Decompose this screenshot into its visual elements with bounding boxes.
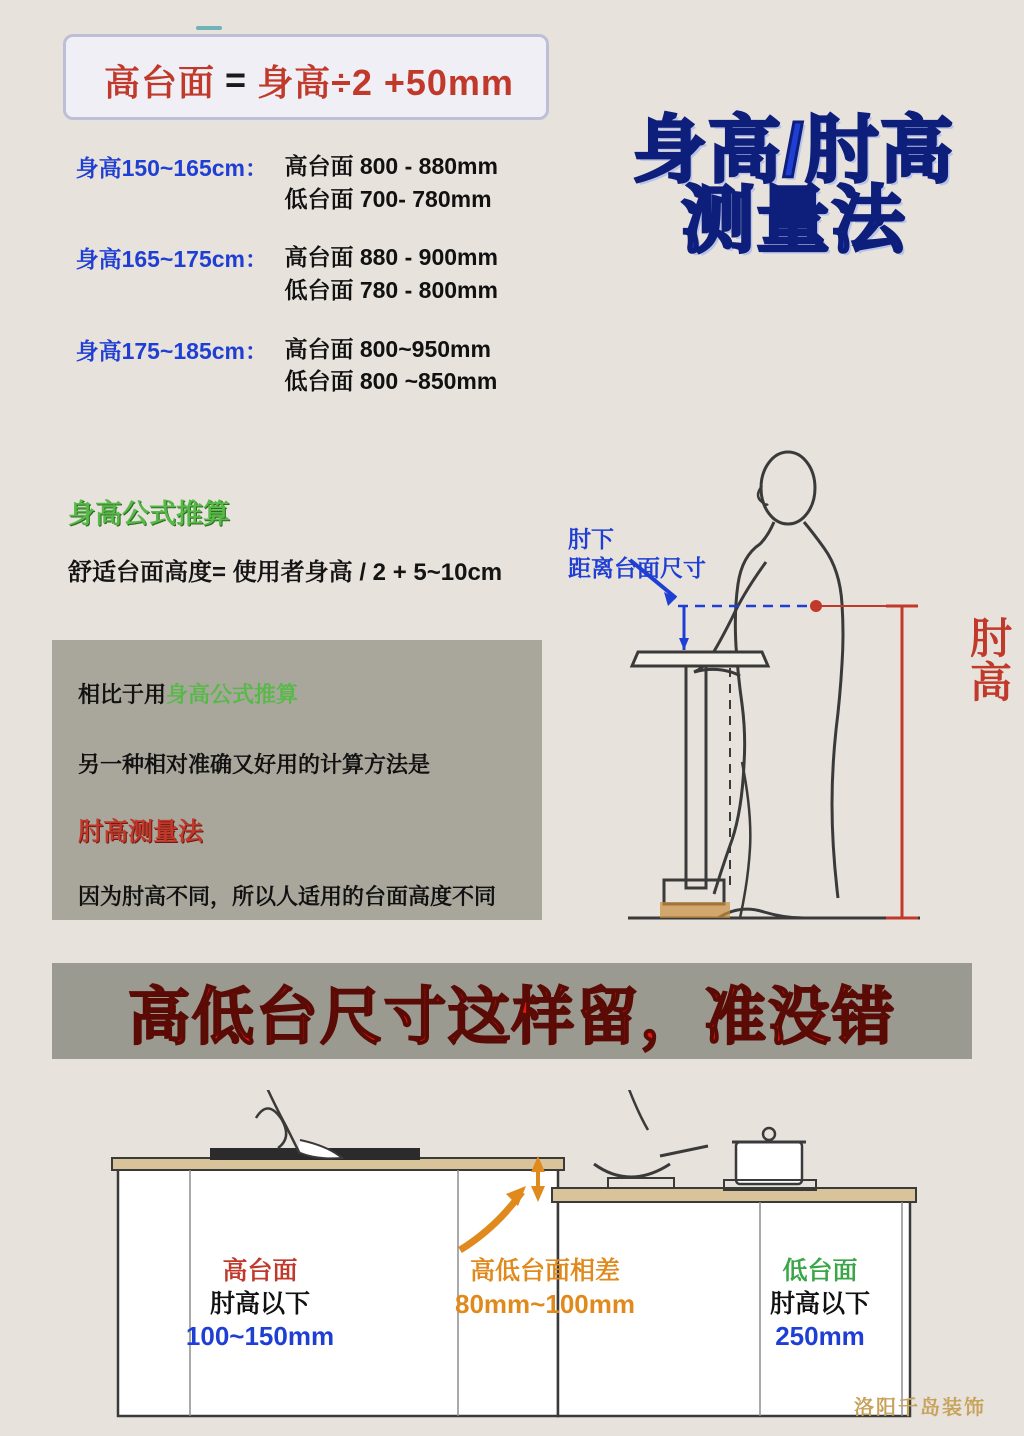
caption-value: 100~150mm [185, 1321, 335, 1351]
wok-handle [660, 1146, 708, 1156]
watermark: 洛阳千岛装饰 [854, 1397, 986, 1419]
height-table [72, 150, 592, 424]
faucet [256, 1108, 286, 1148]
row-value: 高台面 800 - 880mm [284, 153, 498, 179]
caption-low-counter [700, 1255, 940, 1354]
formula-right: 身高÷2 +50mm [257, 61, 514, 103]
formula-equals: = [225, 59, 248, 100]
grey-line-3: 肘高测量法 [78, 818, 204, 846]
row-value: 低台面 780 - 800mm [284, 276, 498, 303]
row-range: 身高175~185cm： [75, 337, 268, 364]
elbow-height-label: 肘 高 [969, 615, 1012, 707]
banner [52, 963, 972, 1059]
body-front-outline [714, 522, 774, 894]
caption-sub: 肘高以下 [769, 1289, 870, 1318]
row-range: 身高165~175cm： [75, 246, 268, 273]
caption-sub: 肘高以下 [209, 1289, 310, 1318]
comfort-formula: 舒适台面高度= 使用者身高 / 2 + 5~10cm [68, 559, 503, 586]
row-values [284, 241, 497, 306]
counter-support [686, 666, 706, 888]
grey-line-1-prefix: 相比于用 [78, 682, 167, 707]
formula-box [63, 34, 549, 120]
arm-right-sketch [620, 1090, 648, 1130]
caption-title: 高台面 [222, 1257, 298, 1285]
row-value: 低台面 800 ~850mm [284, 368, 498, 395]
caption-difference [410, 1255, 680, 1321]
counter-base-shadow [660, 902, 730, 918]
formula-text [66, 37, 552, 123]
table-row [72, 333, 592, 398]
head-outline [761, 452, 815, 524]
green-heading: 身高公式推算 [68, 499, 230, 529]
wok-burner [608, 1178, 674, 1188]
grey-line-4: 因为肘高不同，所以人适用的台面高度不同 [78, 884, 497, 909]
wok [594, 1164, 670, 1177]
body-back-outline [804, 522, 843, 898]
hand-outline [694, 669, 740, 676]
page-title [574, 110, 1014, 262]
title-line-2: 测量法 [681, 180, 907, 262]
row-value: 高台面 800~950mm [284, 335, 491, 362]
caption-title: 低台面 [782, 1257, 858, 1285]
grey-line-2: 另一种相对准确又好用的计算方法是 [78, 752, 431, 777]
caption-high-counter [145, 1255, 375, 1354]
formula-left: 高台面 [104, 61, 216, 103]
table-row [72, 150, 592, 215]
row-value: 高台面 880 - 900mm [284, 244, 498, 271]
row-values [284, 333, 497, 398]
row-range: 身高150~165cm： [75, 155, 268, 181]
pot [736, 1142, 802, 1184]
row-value: 低台面 700- 780mm [284, 185, 492, 212]
pot-knob [763, 1128, 775, 1140]
elbow-gap-arrow [679, 638, 689, 650]
title-line-1: 身高/肘高 [632, 110, 956, 191]
table-row [72, 241, 592, 306]
person-counter-illustration [590, 440, 1010, 940]
counter-top [632, 652, 768, 666]
row-values [284, 150, 497, 215]
arm-left-sketch [256, 1090, 300, 1154]
grey-line-1 [78, 678, 298, 709]
grey-panel [52, 640, 542, 920]
caption-value: 250mm [775, 1321, 865, 1351]
teal-tick-decor [196, 26, 222, 30]
caption-title: 高低台面相差 [469, 1257, 620, 1285]
elbow-note-label: 肘下 距离台面尺寸 [568, 526, 706, 581]
grey-line-1-green: 身高公式推算 [166, 682, 299, 707]
banner-text: 高低台尺寸这样留，准没错 [127, 982, 896, 1052]
caption-value: 80mm~100mm [455, 1288, 635, 1319]
